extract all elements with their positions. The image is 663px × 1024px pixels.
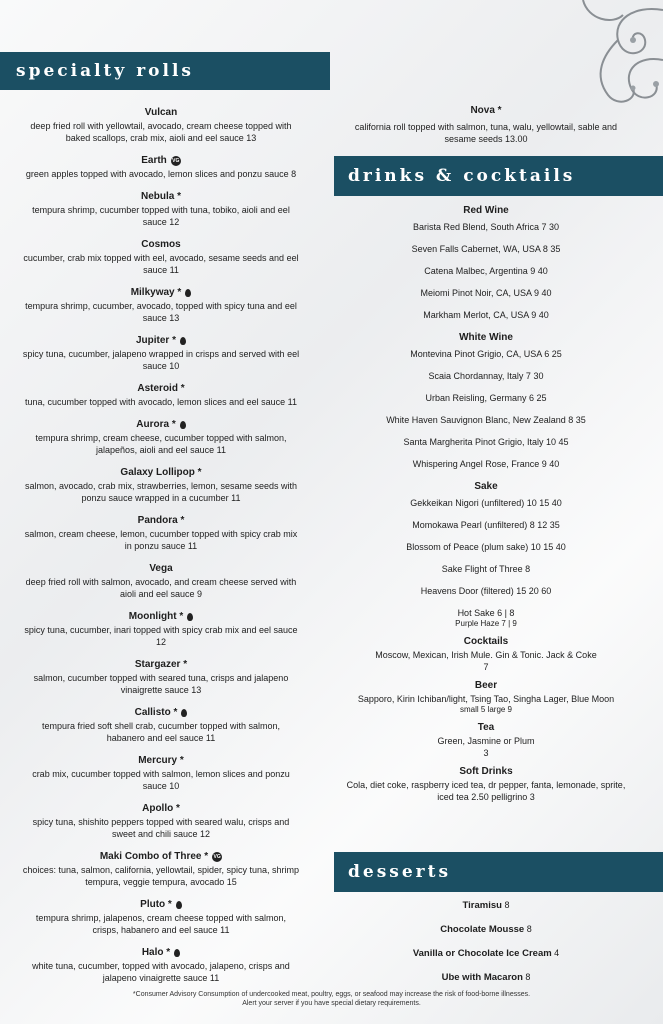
roll-item	[22, 462, 300, 504]
roll-description: tempura fried soft shell crab, cucumber topped with salmon, habanero and eel sauce 11	[41, 721, 281, 743]
roll-item	[22, 894, 300, 936]
roll-name-text: Vulcan	[144, 107, 178, 118]
roll-description: spicy tuna, cucumber, jalapeno wrapped in crisps and served with eel sauce 10	[22, 349, 300, 371]
soft-drinks-title: Soft Drinks	[459, 766, 513, 777]
roll-description: california roll topped with salmon, tuna, walu, yellowtail, sable and sesame seeds 13.00	[354, 122, 618, 144]
red-wine-item: Catena Malbec, Argentina 9 40	[424, 266, 548, 276]
white-wine-item: Santa Margherita Pinot Grigio, Italy 10 45	[403, 437, 569, 447]
dessert-price: 8	[524, 924, 532, 934]
roll-name-text: Milkyway *	[130, 287, 182, 298]
roll-description: tempura shrimp, cucumber topped with tuna, tobiko, aioli and eel sauce 12	[32, 205, 290, 227]
roll-name	[142, 946, 180, 959]
roll-name-text: Earth	[141, 155, 167, 166]
roll-name-text: Vega	[149, 563, 173, 574]
roll-name	[120, 466, 201, 479]
roll-name-text: Moonlight *	[128, 611, 184, 622]
cocktails-section	[344, 635, 628, 673]
advisory-line-2: Alert your server if you have special dietary requirements.	[242, 1000, 421, 1007]
sake-item: Blossom of Peace (plum sake) 10 15 40	[406, 542, 566, 552]
soft-drinks-desc: Cola, diet coke, raspberry iced tea, dr pepper, fanta, lemonade, sprite, iced tea 2.50 pelligrino 3	[346, 780, 626, 802]
roll-description: cucumber, crab mix topped with eel, avocado, sesame seeds and eel sauce 11	[23, 253, 299, 275]
roll-description: salmon, avocado, crab mix, strawberries, lemon, sesame seeds with ponzu sauce wrapped in a cucumber 11	[24, 481, 298, 503]
roll-name-text: Halo *	[141, 947, 171, 958]
roll-description: green apples topped with avocado, lemon slices and ponzu sauce 8	[25, 169, 297, 179]
roll-item	[22, 414, 300, 456]
roll-item	[22, 150, 300, 180]
roll-description: spicy tuna, cucumber, inari topped with spicy crab mix and eel sauce 12	[24, 625, 298, 647]
sake-title: Sake	[474, 481, 498, 492]
specialty-rolls-list	[22, 102, 300, 990]
drinks-menu	[344, 204, 628, 809]
roll-item	[22, 234, 300, 276]
roll-item	[22, 750, 300, 792]
cocktails-title: Cocktails	[463, 636, 509, 647]
roll-name-text: Aurora *	[136, 419, 176, 430]
sake-item: Heavens Door (filtered) 15 20 60	[420, 586, 552, 596]
roll-name	[141, 190, 181, 203]
roll-name	[138, 514, 185, 527]
dessert-price: 8	[501, 900, 510, 910]
roll-name	[141, 154, 181, 167]
roll-name	[141, 238, 180, 251]
red-wine-title: Red Wine	[463, 205, 509, 216]
dessert-price: 8	[522, 972, 531, 982]
roll-item	[22, 510, 300, 552]
advisory-line-1: *Consumer Advisory Consumption of undercooked meat, poultry, eggs, or seafood may increase the risk of food-borne illnesses.	[132, 991, 531, 998]
roll-name-text: Cosmos	[141, 239, 181, 250]
roll-description: tempura shrimp, jalapenos, cream cheese topped with salmon, crisps, habanero and eel sauce 11	[35, 913, 287, 935]
roll-name	[135, 658, 187, 671]
roll-name-text: Pandora *	[137, 515, 185, 526]
roll-description: tuna, cucumber topped with avocado, lemon slices and eel sauce 11	[25, 397, 297, 407]
dessert-item	[344, 947, 628, 960]
roll-name	[149, 562, 172, 575]
roll-description: salmon, cream cheese, lemon, cucumber topped with spicy crab mix in ponzu sauce 11	[24, 529, 298, 551]
roll-name	[145, 106, 177, 119]
roll-name-text: Jupiter *	[135, 335, 176, 346]
header-specialty-rolls: specialty rolls	[0, 52, 330, 90]
dessert-name: Tiramisu	[462, 900, 502, 911]
vegetarian-icon: VG	[172, 157, 180, 164]
roll-name-text: Callisto *	[134, 707, 178, 718]
roll-item	[22, 702, 300, 744]
header-drinks-cocktails: drinks & cocktails	[334, 156, 663, 196]
roll-name: Nova *	[470, 105, 502, 116]
roll-name	[140, 898, 182, 911]
beer-price: small 5 large 9	[459, 705, 513, 714]
tea-section	[344, 721, 628, 759]
roll-name-text: Stargazer *	[134, 659, 188, 670]
cocktails-price: 7	[483, 662, 489, 672]
roll-name-text: Asteroid *	[137, 383, 185, 394]
dessert-name: Vanilla or Chocolate Ice Cream	[412, 948, 552, 959]
purple-haze: Purple Haze 7 | 9	[455, 619, 517, 628]
red-wine-item: Markham Merlot, CA, USA 9 40	[423, 310, 549, 320]
roll-item	[22, 558, 300, 600]
tea-desc: Green, Jasmine or Plum	[437, 736, 535, 746]
roll-name	[138, 754, 184, 767]
roll-name-text: Pluto *	[140, 899, 172, 910]
tea-title: Tea	[477, 722, 495, 733]
hot-sake: Hot Sake 6 | 8	[457, 608, 515, 618]
roll-description: choices: tuna, salmon, california, yellowtail, spider, spicy tuna, shrimp tempura, veggie tempura, avocado 15	[22, 865, 300, 887]
roll-description: deep fried roll with salmon, avocado, and cream cheese served with aioli and eel sauce 9	[25, 577, 297, 599]
beer-section	[344, 679, 628, 715]
soft-drinks-section	[344, 765, 628, 803]
beer-title: Beer	[474, 680, 498, 691]
roll-description: tempura shrimp, cream cheese, cucumber topped with salmon, jalapeños, aioli and eel sauce 11	[35, 433, 287, 455]
flame-icon	[180, 337, 186, 345]
red-wine-item: Barista Red Blend, South Africa 7 30	[412, 222, 560, 232]
nova-roll	[344, 104, 628, 145]
white-wine-title: White Wine	[459, 332, 513, 343]
flame-icon	[187, 613, 193, 621]
white-wine-item: Whispering Angel Rose, France 9 40	[412, 459, 560, 469]
roll-name	[100, 850, 222, 863]
dessert-name: Ube with Macaron	[441, 972, 523, 983]
roll-description: spicy tuna, shishito peppers topped with seared walu, crisps and sweet and chili sauce 12	[32, 817, 290, 839]
dessert-item	[344, 971, 628, 984]
roll-name-text: Apollo *	[142, 803, 180, 814]
flame-icon	[176, 901, 182, 909]
roll-item	[22, 942, 300, 984]
tea-price: 3	[483, 748, 489, 758]
roll-name-text: Galaxy Lollipop *	[120, 467, 202, 478]
consumer-advisory	[40, 990, 623, 1008]
roll-item	[22, 606, 300, 648]
swirl-ornament	[523, 0, 663, 115]
roll-item	[22, 654, 300, 696]
roll-item	[22, 846, 300, 888]
sake-item: Momokawa Pearl (unfiltered) 8 12 35	[412, 520, 560, 530]
flame-icon	[180, 421, 186, 429]
beer-desc: Sapporo, Kirin Ichiban/light, Tsing Tao, Singha Lager, Blue Moon	[357, 694, 615, 704]
white-wine-item: Urban Reisling, Germany 6 25	[425, 393, 547, 403]
roll-name	[142, 802, 180, 815]
roll-name	[136, 418, 185, 431]
roll-item	[22, 282, 300, 324]
roll-item	[22, 186, 300, 228]
vegetarian-icon: VG	[213, 853, 221, 860]
roll-description: salmon, cucumber topped with seared tuna, crisps and jalapeno vinaigrette sauce 13	[33, 673, 289, 695]
white-wine-item: Montevina Pinot Grigio, CA, USA 6 25	[410, 349, 562, 359]
red-wine-item: Meiomi Pinot Noir, CA, USA 9 40	[420, 288, 552, 298]
roll-description: deep fried roll with yellowtail, avocado, cream cheese topped with baked scallops, crab mix, aioli and eel sauce 13	[30, 121, 292, 143]
sake-item: Sake Flight of Three 8	[441, 564, 531, 574]
roll-description: tempura shrimp, cucumber, avocado, topped with spicy tuna and eel sauce 13	[25, 301, 297, 323]
header-desserts: desserts	[334, 852, 663, 892]
desserts-list	[344, 899, 628, 995]
dessert-item	[344, 899, 628, 912]
roll-name	[131, 286, 192, 299]
sake-item: Gekkeikan Nigori (unfiltered) 10 15 40	[410, 498, 562, 508]
dessert-name: Chocolate Mousse	[440, 924, 525, 935]
roll-name	[129, 610, 193, 623]
roll-name	[137, 382, 184, 395]
dessert-item	[344, 923, 628, 936]
flame-icon	[174, 949, 180, 957]
roll-name-text: Nebula *	[140, 191, 181, 202]
roll-name	[136, 334, 186, 347]
flame-icon	[181, 709, 187, 717]
roll-name	[135, 706, 188, 719]
red-wine-item: Seven Falls Cabernet, WA, USA 8 35	[411, 244, 561, 254]
white-wine-item: Scaia Chordannay, Italy 7 30	[428, 371, 544, 381]
dessert-price: 4	[551, 948, 560, 958]
flame-icon	[185, 289, 191, 297]
roll-item	[22, 378, 300, 408]
roll-item	[22, 102, 300, 144]
roll-description: crab mix, cucumber topped with salmon, lemon slices and ponzu sauce 10	[32, 769, 290, 791]
roll-name-text: Mercury *	[138, 755, 184, 766]
cocktails-desc: Moscow, Mexican, Irish Mule. Gin & Tonic. Jack & Coke	[375, 650, 597, 660]
roll-description: white tuna, cucumber, topped with avocado, jalapeno, crisps and jalapeno vinaigrette sauce 11	[32, 961, 290, 983]
roll-item	[22, 798, 300, 840]
white-wine-item: White Haven Sauvignon Blanc, New Zealand 8 35	[386, 415, 586, 425]
roll-item	[22, 330, 300, 372]
roll-name-text: Maki Combo of Three *	[99, 851, 209, 862]
